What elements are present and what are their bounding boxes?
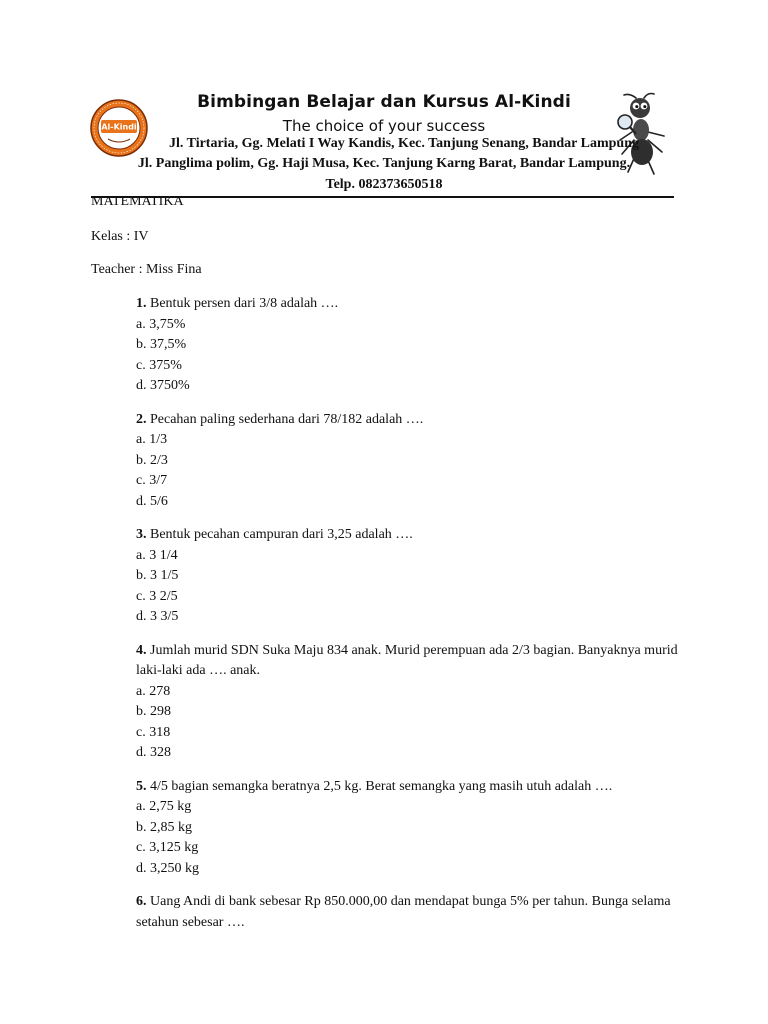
question-stem (136, 777, 696, 798)
option-b: b. 298 (136, 704, 171, 719)
option-b: b. 2/3 (136, 452, 168, 468)
question-text: Bentuk persen dari 3/8 adalah …. (146, 296, 339, 311)
teacher-label: Teacher : Miss Fina (91, 262, 202, 277)
question-stem (136, 410, 696, 431)
logo-left-text: Al-Kindi (101, 122, 137, 132)
header-title: Bimbingan Belajar dan Kursus Al-Kindi (197, 92, 571, 112)
question-number: 4. (136, 642, 147, 658)
option-c: c. 3 2/5 (136, 588, 178, 604)
header-phone: Telp. 082373650518 (325, 177, 443, 192)
question-number: 3. (136, 527, 147, 542)
question-stem (136, 892, 696, 933)
option-d: d. 3750% (136, 378, 190, 393)
option-b: b. 37,5% (136, 337, 187, 352)
question-text: 4/5 bagian semangka beratnya 2,5 kg. Berat semangka yang masih utuh adalah …. (146, 778, 613, 794)
option-d: d. 3 3/5 (136, 609, 179, 624)
question-1 (136, 294, 696, 397)
option-d: d. 3,250 kg (136, 860, 199, 876)
option-c: c. 3/7 (136, 473, 168, 488)
question-stem (136, 294, 696, 315)
option-d: d. 328 (136, 745, 171, 760)
question-stem (136, 641, 696, 682)
question-number: 5. (136, 778, 147, 794)
question-4 (136, 641, 696, 764)
header-address-1: Jl. Tirtaria, Gg. Melati I Way Kandis, Kec. Tanjung Senang, Bandar Lampung (168, 136, 639, 151)
question-text: Pecahan paling sederhana dari 78/182 adalah …. (146, 411, 424, 427)
header-address-2: Jl. Panglima polim, Gg. Haji Musa, Kec. Tanjung Karng Barat, Bandar Lampung. (137, 156, 631, 171)
question-2 (136, 410, 696, 513)
question-list (136, 294, 696, 946)
option-a: a. 278 (136, 683, 171, 699)
question-5 (136, 777, 696, 880)
question-3 (136, 525, 696, 628)
subject-label: MATEMATIKA (91, 194, 184, 209)
option-b: b. 3 1/5 (136, 568, 179, 583)
option-a: a. 3 1/4 (136, 547, 178, 563)
question-number: 6. (136, 894, 147, 909)
option-c: c. 375% (136, 357, 182, 373)
question-number: 1. (136, 296, 147, 311)
option-c: c. 3,125 kg (136, 840, 199, 855)
class-label: Kelas : IV (91, 229, 149, 244)
option-b: b. 2,85 kg (136, 819, 192, 835)
question-text: Uang Andi di bank sebesar Rp 850.000,00 dan mendapat bunga 5% per tahun. Bunga selama setahun sebesar …. (136, 894, 671, 930)
option-c: c. 318 (136, 724, 171, 740)
header-slogan: The choice of your success (282, 117, 486, 135)
option-a: a. 3,75% (136, 316, 186, 332)
question-number: 2. (136, 411, 147, 427)
option-a: a. 2,75 kg (136, 799, 192, 814)
option-a: a. 1/3 (136, 432, 168, 447)
question-6 (136, 892, 696, 933)
option-d: d. 5/6 (136, 493, 168, 509)
question-text: Jumlah murid SDN Suka Maju 834 anak. Murid perempuan ada 2/3 bagian. Banyaknya murid laki-laki ada …. anak. (136, 642, 678, 678)
question-stem (136, 525, 696, 546)
question-text: Bentuk pecahan campuran dari 3,25 adalah …. (146, 527, 413, 542)
